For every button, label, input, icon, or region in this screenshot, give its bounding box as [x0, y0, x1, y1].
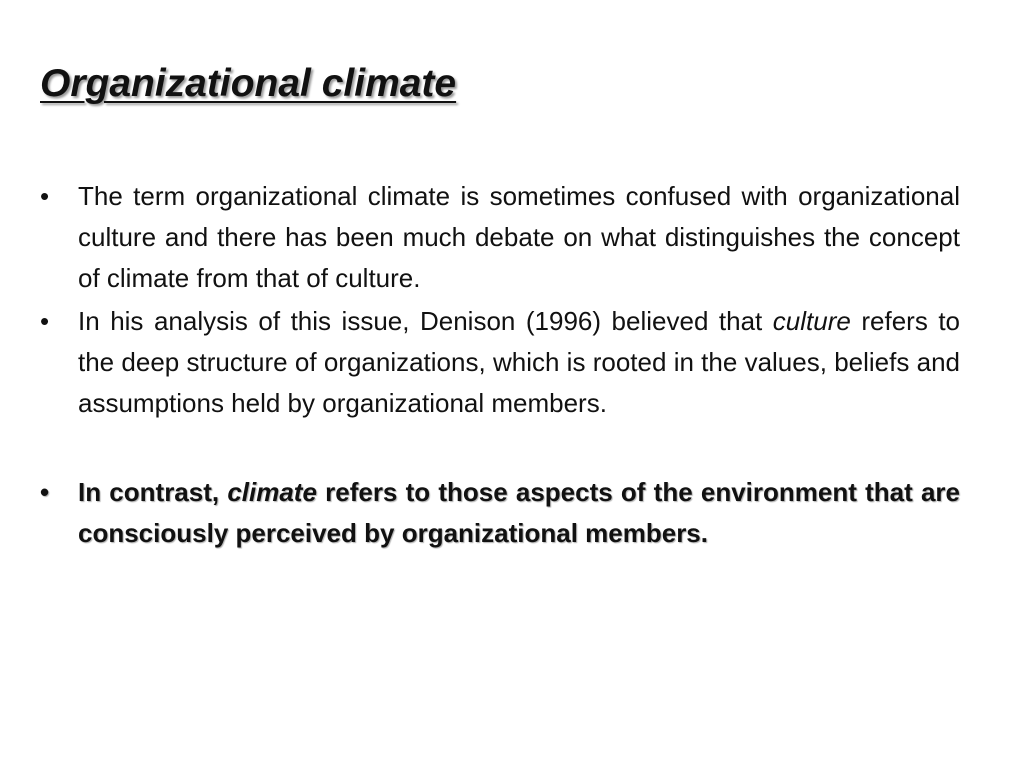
bullet-item-2	[40, 301, 960, 424]
bullet-text-3-before: In contrast,	[78, 477, 228, 507]
bullet-dot-icon: •	[40, 306, 50, 336]
bullet-text-2-before: In his analysis of this issue, Denison (1996) believed that	[78, 306, 773, 336]
bullet-item-1	[40, 176, 960, 299]
bullet-text-3-emphasis: climate	[227, 477, 317, 507]
slide-title: Organizational climate	[40, 62, 457, 105]
bullet-text-2-after: refers to the deep structure of organizations, which is rooted in the values, beliefs and assumptions held by organizational members.	[78, 306, 961, 418]
bullet-list	[40, 176, 960, 556]
bullet-text-3-after: refers to those aspects of the environment that are consciously perceived by organizational members.	[78, 477, 960, 548]
bullet-dot-icon: •	[40, 477, 50, 507]
bullet-item-3	[40, 472, 960, 554]
bullet-text-1: The term organizational climate is sometimes confused with organizational culture and there has been much debate on what distinguishes the concept of climate from that of culture.	[78, 181, 960, 293]
bullet-dot-icon: •	[40, 181, 50, 211]
bullet-text-2-emphasis: culture	[772, 306, 851, 336]
